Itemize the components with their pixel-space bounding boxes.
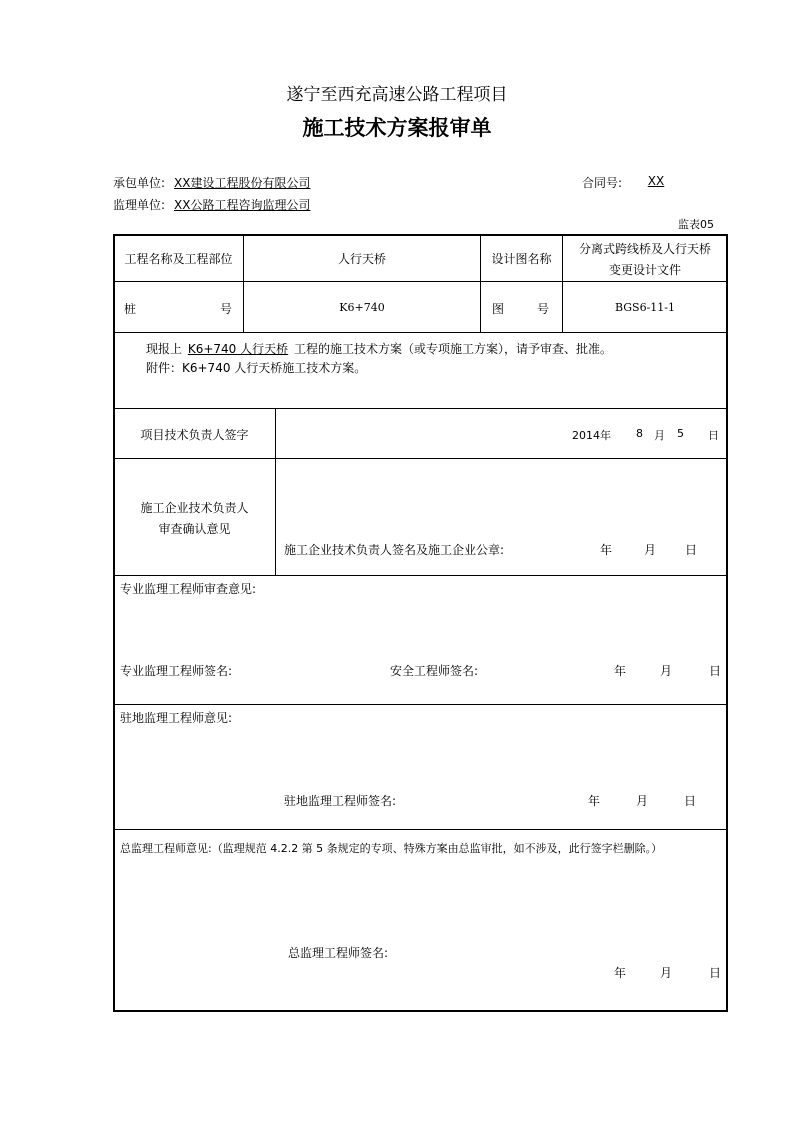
company-sign-label: 施工企业技术负责人签名及施工企业公章:: [284, 543, 505, 557]
request-prefix: 现报上: [146, 342, 183, 356]
resident-date-day: 日: [684, 794, 697, 808]
tech-lead-sign-label: 项目技术负责人签字: [140, 428, 249, 442]
request-suffix: 工程的施工技术方案（或专项施工方案），请予审查、批准。: [293, 342, 612, 356]
resident-opinion-label: 驻地监理工程师意见:: [120, 711, 233, 725]
contract-no-label: 合同号:: [582, 176, 623, 190]
supervisor-value: XX公路工程咨询监理公司: [174, 198, 311, 212]
company-review-label-line1: 施工企业技术负责人: [140, 501, 249, 515]
chief-date-month: 月: [660, 966, 673, 980]
company-review-label-line2: 审查确认意见: [158, 522, 231, 536]
drawing-no-label-1: 图: [492, 302, 505, 316]
specialist-date-month: 月: [660, 664, 673, 678]
contractor-value: XX建设工程股份有限公司: [174, 176, 311, 190]
station-label-1: 桩: [124, 302, 137, 316]
resident-sign-label: 驻地监理工程师签名:: [284, 794, 397, 808]
chief-date-year: 年: [614, 966, 627, 980]
drawing-no-value: BGS6-11-1: [614, 301, 676, 314]
resident-date-year: 年: [588, 794, 601, 808]
specialist-date-year: 年: [614, 664, 627, 678]
company-date-year: 年: [600, 543, 613, 557]
design-drawing-value-line2: 变更设计文件: [608, 263, 681, 277]
request-line: [146, 340, 612, 357]
drawing-no-label-2: 号: [537, 302, 550, 316]
chief-sign-label: 总监理工程师签名:: [288, 946, 389, 960]
tech-lead-date-year: 2014年: [572, 429, 611, 442]
station-value: K6+740: [339, 301, 385, 314]
chief-date-day: 日: [709, 966, 722, 980]
request-underlined: K6+740 人行天桥: [187, 342, 289, 356]
tech-lead-date-month: 8: [636, 427, 643, 440]
form-code: 监表05: [678, 218, 714, 231]
attachment: 附件：K6+740 人行天桥施工技术方案。: [146, 361, 367, 375]
contractor-label: 承包单位:: [113, 176, 166, 190]
specialist-sign-label: 专业监理工程师签名:: [120, 664, 233, 678]
design-drawing-label: 设计图名称: [491, 252, 552, 266]
specialist-date-day: 日: [709, 664, 722, 678]
tech-lead-date-month-unit: 月: [654, 429, 665, 442]
design-drawing-value-line1: 分离式跨线桥及人行天桥: [578, 242, 711, 256]
project-name-label: 工程名称及工程部位: [124, 252, 233, 266]
company-date-day: 日: [685, 543, 698, 557]
company-date-month: 月: [644, 543, 657, 557]
tech-lead-date-day-unit: 日: [708, 429, 719, 442]
project-title: 遂宁至西充高速公路工程项目: [286, 85, 508, 105]
resident-date-month: 月: [636, 794, 649, 808]
form-title: 施工技术方案报审单: [302, 115, 492, 140]
contract-no-value: XX: [647, 174, 665, 188]
tech-lead-date-day: 5: [677, 427, 684, 440]
project-name-value: 人行天桥: [337, 252, 386, 266]
station-label-2: 号: [220, 302, 233, 316]
specialist-opinion-label: 专业监理工程师审查意见:: [120, 582, 257, 596]
safety-sign-label: 安全工程师签名:: [390, 664, 479, 678]
chief-opinion-label: 总监理工程师意见:（监理规范 4.2.2 第 5 条规定的专项、特殊方案由总监审批，如不涉及，此行签字栏删除。）: [120, 842, 663, 855]
supervisor-label: 监理单位:: [113, 198, 166, 212]
